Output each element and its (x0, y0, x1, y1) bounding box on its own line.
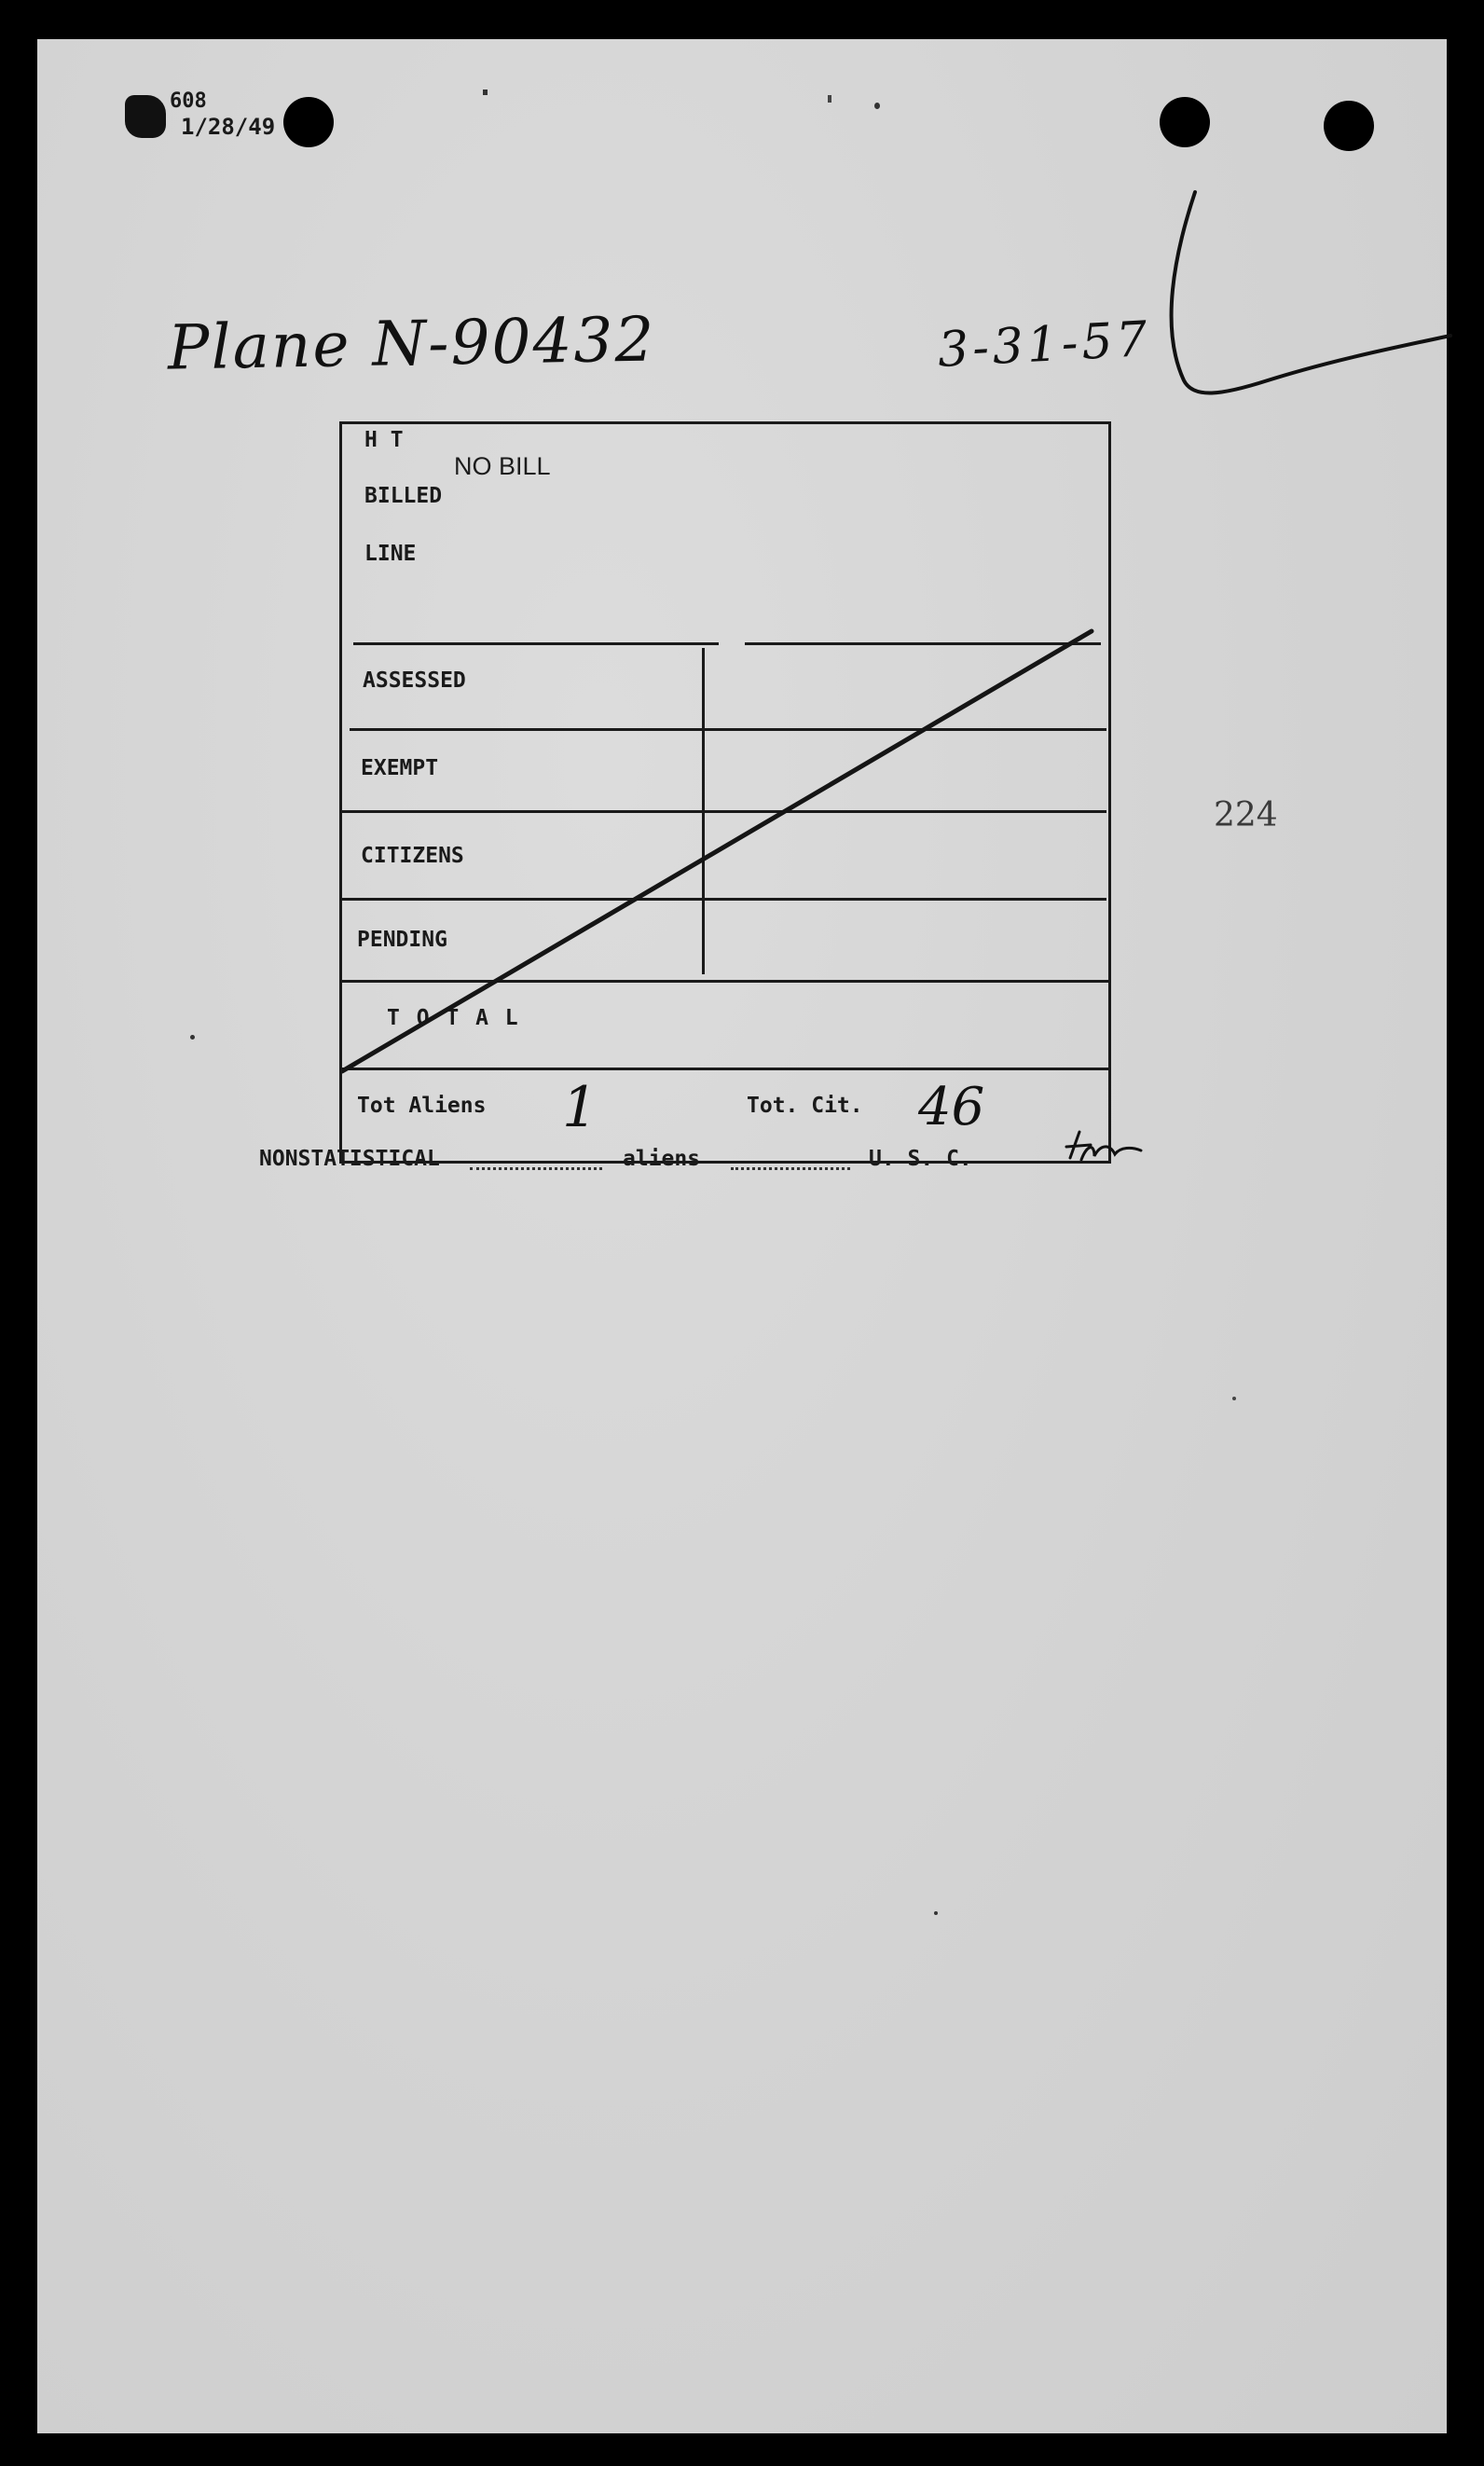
strike-through-line (342, 424, 1114, 1166)
manifest-summary-form (339, 421, 1111, 1164)
paper-sheet (37, 39, 1447, 2433)
usc-label: U. S. C. (869, 1147, 972, 1171)
speck (874, 103, 880, 109)
punch-hole-middle (1160, 97, 1210, 147)
form-code-number: 608 (170, 90, 207, 113)
speck (1232, 1397, 1236, 1400)
form-code-smudge (125, 95, 166, 138)
aliens-label: aliens (623, 1147, 701, 1171)
initials-scribble-icon (1063, 1126, 1193, 1182)
tot-aliens-value: 1 (562, 1075, 598, 1140)
nonstatistical-label: NONSTATISTICAL (259, 1147, 440, 1171)
row-label-exempt: EXEMPT (361, 756, 439, 780)
margin-page-number: 224 (1214, 796, 1278, 834)
aliens-blank (731, 1167, 850, 1170)
speck (828, 95, 831, 103)
row-label-total: T O T A L (387, 1006, 520, 1030)
check-mark-icon (1137, 188, 1454, 449)
plane-label: Plane N-90432 (167, 303, 657, 384)
speck (190, 1035, 195, 1040)
tot-aliens-label: Tot Aliens (357, 1094, 487, 1118)
speck (934, 1911, 938, 1915)
no-bill-stamp: NO BILL (454, 452, 551, 480)
row-label-citizens: CITIZENS (361, 844, 464, 868)
speck (483, 90, 488, 95)
form-code-date: 1/28/49 (181, 114, 276, 140)
tot-cit-value: 46 (918, 1077, 985, 1137)
line-label: LINE (364, 542, 417, 566)
row-label-assessed: ASSESSED (363, 668, 466, 693)
tot-cit-label: Tot. Cit. (747, 1094, 863, 1118)
ht-label: H T (364, 428, 404, 452)
billed-label: BILLED (364, 484, 443, 508)
punch-hole-left (283, 97, 334, 147)
nonstatistical-blank (470, 1167, 602, 1170)
header-date: 3-31-57 (936, 311, 1152, 379)
row-label-pending: PENDING (357, 928, 447, 952)
punch-hole-right (1324, 101, 1374, 151)
